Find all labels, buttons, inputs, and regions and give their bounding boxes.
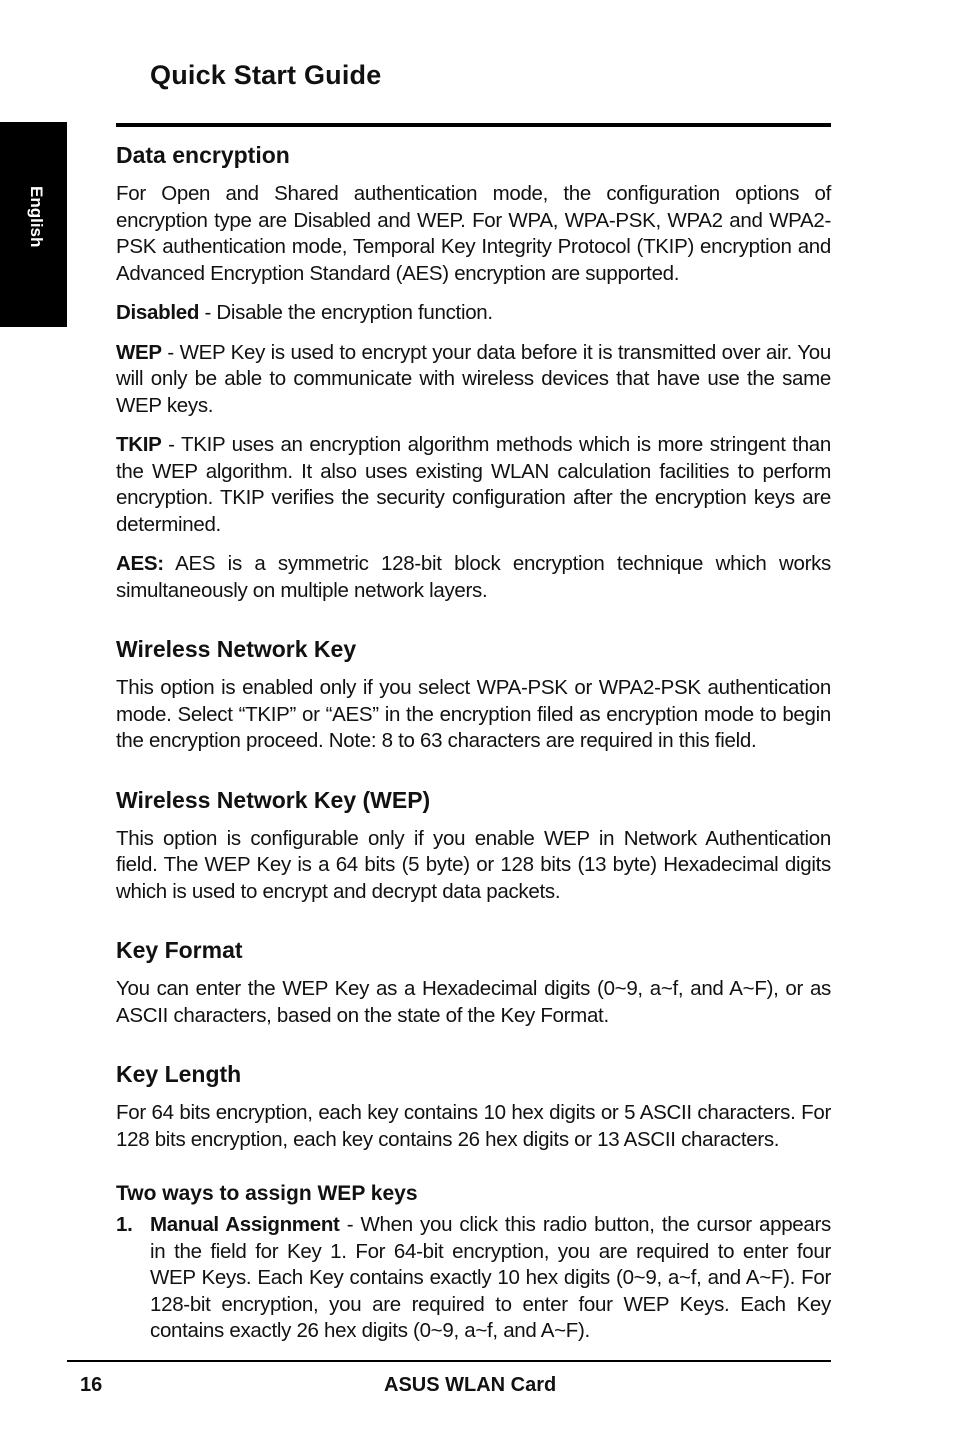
page-number: 16 <box>80 1374 103 1396</box>
assign-wep-heading: Two ways to assign WEP keys <box>116 1182 418 1205</box>
term-label: TKIP <box>116 433 162 456</box>
wireless-network-key-text: This option is enabled only if you select WPA-PSK or WPA2-PSK authentication mode. Select “TKIP” or “AES” in the encryption filed as encryption mode to begin the encryption proceed. Note: 8 to 63 characters are required in this field. <box>116 676 831 752</box>
key-format-heading: Key Format <box>116 937 243 963</box>
term-label: WEP <box>116 340 162 364</box>
term-label: AES: <box>116 552 164 575</box>
footer-title: ASUS WLAN Card <box>384 1374 557 1396</box>
key-length-text: For 64 bits encryption, each key contains 10 hex digits or 5 ASCII characters. For 128 bits encryption, each key contains 26 hex digits or 13 ASCII characters. <box>116 1101 831 1151</box>
footer-rule <box>67 1360 831 1362</box>
page-header-title: Quick Start Guide <box>150 60 382 90</box>
encryption-item-disabled <box>116 300 831 327</box>
key-length-heading: Key Length <box>116 1061 242 1087</box>
data-encryption-intro: For Open and Shared authentication mode, the configuration options of encryption type are Disabled and WEP. For WPA, WPA-PSK, WPA2 and WPA2-PSK authentication mode, Temporal Key Integrity Protocol (TKIP) encryption and Advanced Encryption Standard (AES) encryption are supported. <box>116 182 831 285</box>
term-label: Manual Assignment <box>150 1213 340 1236</box>
term-description: - TKIP uses an encryption algorithm methods which is more stringent than the WEP algorithm. It also uses existing WLAN calculation facilities to perform encryption. TKIP verifies the security configuration after the encryption keys are determined. <box>116 433 831 536</box>
list-item <box>116 1212 831 1345</box>
data-encryption-heading: Data encryption <box>116 142 290 168</box>
term-description: - WEP Key is used to encrypt your data before it is transmitted over air. You will only be able to communicate with wireless devices that have use the same WEP keys. <box>116 340 831 417</box>
term-description: - Disable the encryption function. <box>199 301 493 324</box>
wireless-network-key-heading: Wireless Network Key <box>116 636 357 662</box>
list-item-number: 1. <box>116 1213 133 1236</box>
term-description: AES is a symmetric 128-bit block encryption technique which works simultaneously on multiple network layers. <box>116 552 831 602</box>
page-content <box>116 140 831 1345</box>
encryption-item-tkip <box>116 432 831 538</box>
term-description: - When you click this radio button, the cursor appears in the field for Key 1. For 64-bit encryption, you are required to enter four WEP Keys. Each Key contains exactly 10 hex digits (0~9, a~f, and A~F). For 128-bit encryption, you are required to enter four WEP Keys. Each Key contains exactly 26 hex digits (0~9, a~f, and A~F). <box>150 1213 831 1342</box>
header-rule <box>116 123 831 127</box>
language-tab-label: English <box>27 186 46 248</box>
term-label: Disabled <box>116 301 200 324</box>
key-format-text: You can enter the WEP Key as a Hexadecimal digits (0~9, a~f, and A~F), or as ASCII characters, based on the state of the Key Format. <box>116 977 831 1027</box>
encryption-item-wep <box>116 340 831 420</box>
wireless-network-key-wep-heading: Wireless Network Key (WEP) <box>116 786 431 813</box>
wireless-network-key-wep-text: This option is configurable only if you enable WEP in Network Authentication field. The WEP Key is a 64 bits (5 byte) or 128 bits (13 byte) Hexadecimal digits which is used to encrypt and decrypt data packets. <box>116 826 831 903</box>
assign-wep-list <box>116 1212 831 1345</box>
encryption-item-aes <box>116 551 831 604</box>
